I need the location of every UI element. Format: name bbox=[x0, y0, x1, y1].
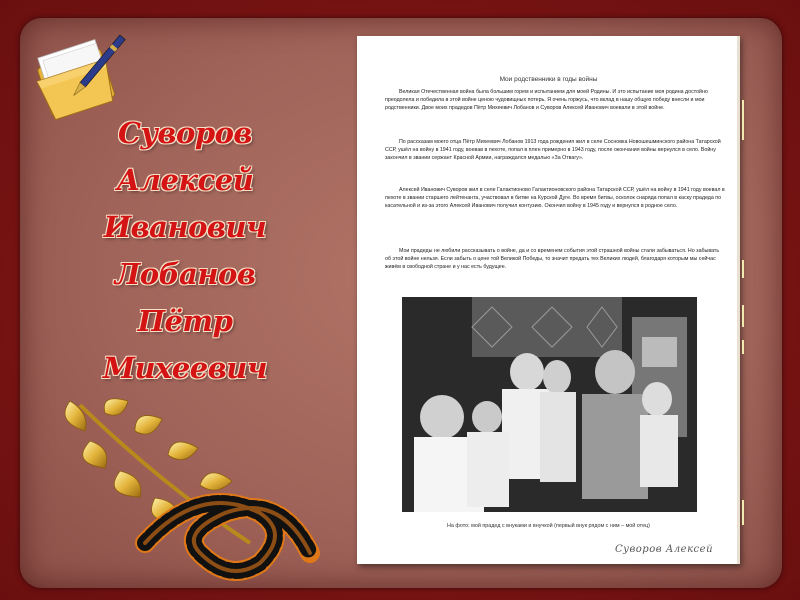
surname-suvorov: Суворов bbox=[118, 116, 252, 150]
paragraph-1: Великая Отечественная война была большим горем и испытанием для моей Родины. И это испытание моя родина достойно преодолела и победила в этой войне ценою чудовищных потерь. Я очень горжусь, что вклад в нашу общую победу внесли и мои родственники. Двое моих прадедов Пётр Михеевич Лобанов и Суворов Алексей Иванович воевали в этой войне. bbox=[385, 89, 708, 111]
given-name-suvorov: Алексей Иванович bbox=[103, 163, 267, 244]
page-edge-marks bbox=[740, 40, 754, 560]
names-block bbox=[60, 110, 310, 392]
folder-pen-icon bbox=[30, 28, 130, 123]
document-title: Мои родственники в годы войны bbox=[499, 76, 598, 83]
paragraph-2: По рассказам моего отца Пётр Михеевич Лобанов 1913 года рождения жил в селе Сосновка Новошешминского района Татарской ССР, ушёл на войну в 1941 году, воевав в пехоте, попал в плен примерно в 1943 году, после окончания войны вернулся в село. Войну закончил в звании сержант Красной Армии, награждался медалью «За Отвагу». bbox=[385, 139, 721, 161]
paragraph-4: Мои прадеды не любили рассказывать о войне, да и со временем события этой страшной войны стали забываться. Но забывать об этой войне нельзя. Если забыть о цене той Великой Победы, то значит предать тех Великих людей, благодаря которым мы сейчас живём в свободной стране и у нас есть будущее. bbox=[385, 248, 720, 270]
photo-caption: На фото: мой прадед с внуками и внучкой (первый внук рядом с ним – мой отец) bbox=[447, 523, 650, 529]
paragraph-3: Алексей Иванович Суворов жил в селе Галактионово Галактионовского района Татарской ССР, ушёл на войну в 1941 году воевал в пехоте в звании старшего лейтенанта, участвовал в битве на Курской Дуге. Во время битвы, осколок снаряда попал в каску прадеда по касательной и из-за этого Алексей Иванович получил контузию. Окончил войну в 1945 году и вернулся в родное село. bbox=[385, 187, 725, 209]
given-name-lobanov: Пётр Михеевич bbox=[102, 304, 268, 385]
essay-document bbox=[357, 36, 740, 564]
surname-lobanov: Лобанов bbox=[114, 257, 256, 291]
laurel-ribbon-icon bbox=[50, 393, 340, 583]
signature: Суворов Алексей bbox=[615, 544, 714, 555]
family-photo bbox=[402, 297, 697, 512]
